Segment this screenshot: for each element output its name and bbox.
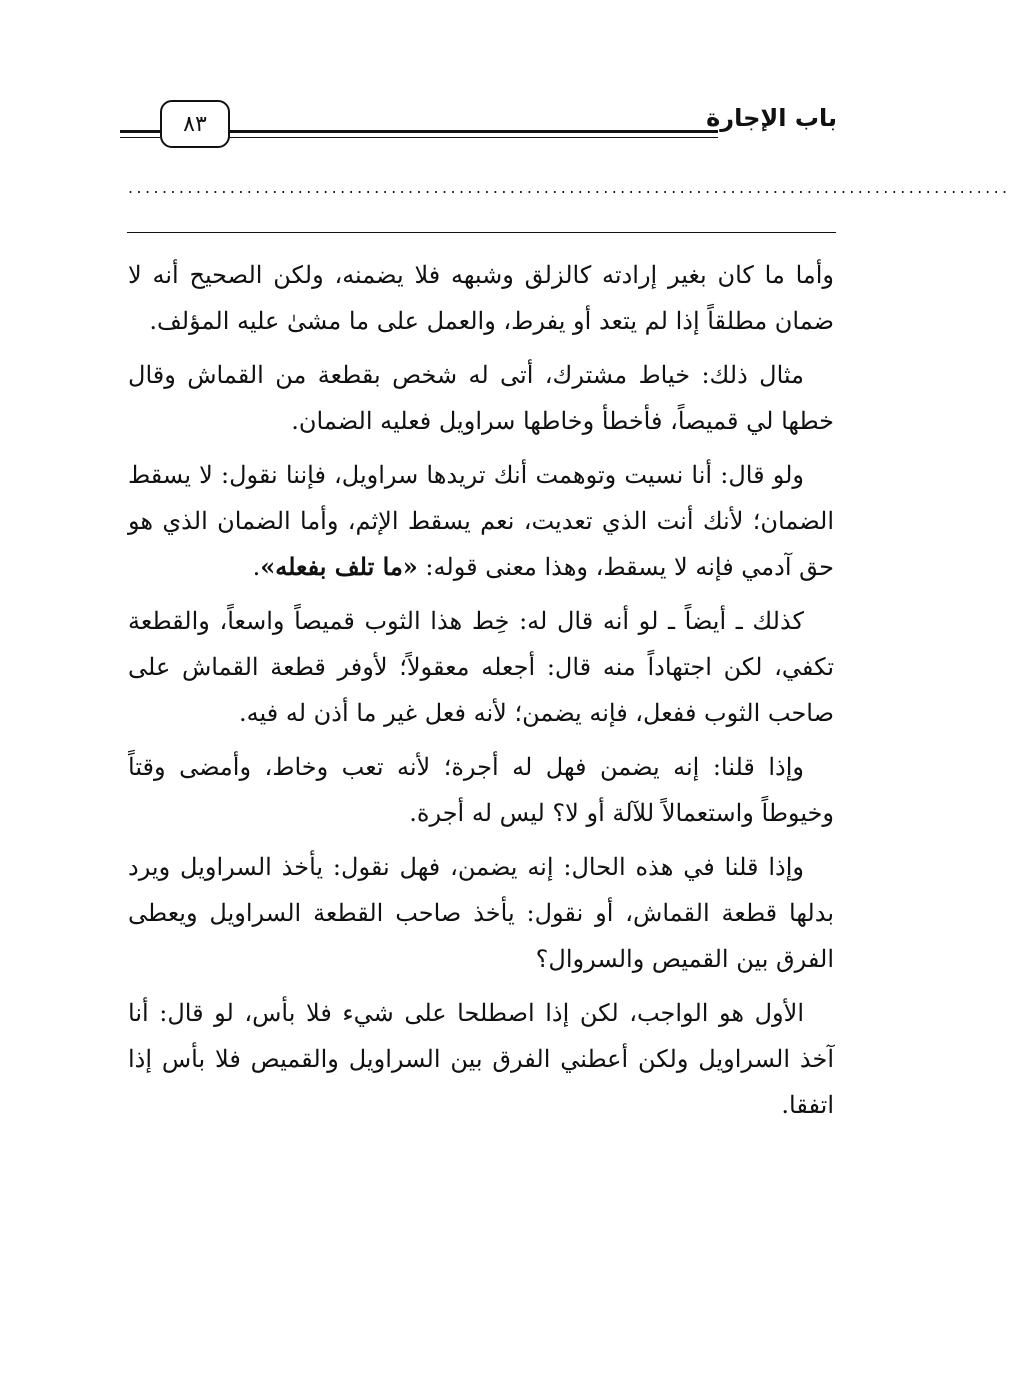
paragraph-3-text: ولو قال: أنا نسيت وتوهمت أنك تريدها سراويل، فإننا نقول: لا يسقط الضمان؛ لأنك أنت الذي تعديت، نعم يسقط الإثم، وأما الضمان الذي هو حق آدمي فإنه لا يسقط، وهذا معنى قوله: — [128, 461, 834, 581]
dotted-separator: ........................................................................................................ — [128, 178, 1011, 197]
paragraph-1: وأما ما كان بغير إرادته كالزلق وشبهه فلا يضمنه، ولكن الصحيح أنه لا ضمان مطلقاً إذا لم يتعد أو يفرط، والعمل على ما مشىٰ عليه المؤلف. — [128, 261, 834, 335]
paragraph-5: وإذا قلنا: إنه يضمن فهل له أجرة؛ لأنه تعب وخاط، وأمضى وقتاً وخيوطاً واستعمالاً للآلة أو لا؟ ليس له أجرة. — [128, 753, 834, 827]
chapter-title: باب الإجارة — [706, 104, 837, 132]
paragraph-3 — [128, 452, 834, 590]
quoted-phrase: «ما تلف بفعله» — [260, 552, 418, 581]
header-rule-left-top — [120, 130, 160, 133]
paragraph-2: مثال ذلك: خياط مشترك، أتى له شخص بقطعة من القماش وقال خطها لي قميصاً، فأخطأ وخاطها سراويل فعليه الضمان. — [128, 361, 834, 435]
header-rule-right-top — [226, 130, 718, 133]
page-number: ٨٣ — [183, 111, 207, 137]
header-rule-right-bottom — [226, 137, 718, 138]
paragraph-6: وإذا قلنا في هذه الحال: إنه يضمن، فهل نقول: يأخذ السراويل ويرد بدلها قطعة القماش، أو نقول: يأخذ صاحب القطعة السراويل ويعطى الفرق بين القميص والسروال؟ — [128, 853, 834, 973]
page-header — [120, 96, 837, 156]
paragraph-7: الأول هو الواجب، لكن إذا اصطلحا على شيء فلا بأس، لو قال: أنا آخذ السراويل ولكن أعطني الفرق بين السراويل والقميص فلا بأس إذا اتفقا. — [128, 999, 834, 1119]
main-text — [128, 252, 834, 1136]
page-number-box — [160, 100, 230, 148]
paragraph-4: كذلك ـ أيضاً ـ لو أنه قال له: خِط هذا الثوب قميصاً واسعاً، والقطعة تكفي، لكن اجتهاداً منه قال: أجعله معقولاً؛ لأوفر قطعة القماش على صاحب الثوب ففعل، فإنه يضمن؛ لأنه فعل غير ما أذن له فيه. — [128, 607, 834, 727]
paragraph-3-end: . — [252, 553, 261, 581]
content-divider — [127, 232, 836, 233]
header-rule-left-bottom — [120, 137, 160, 138]
